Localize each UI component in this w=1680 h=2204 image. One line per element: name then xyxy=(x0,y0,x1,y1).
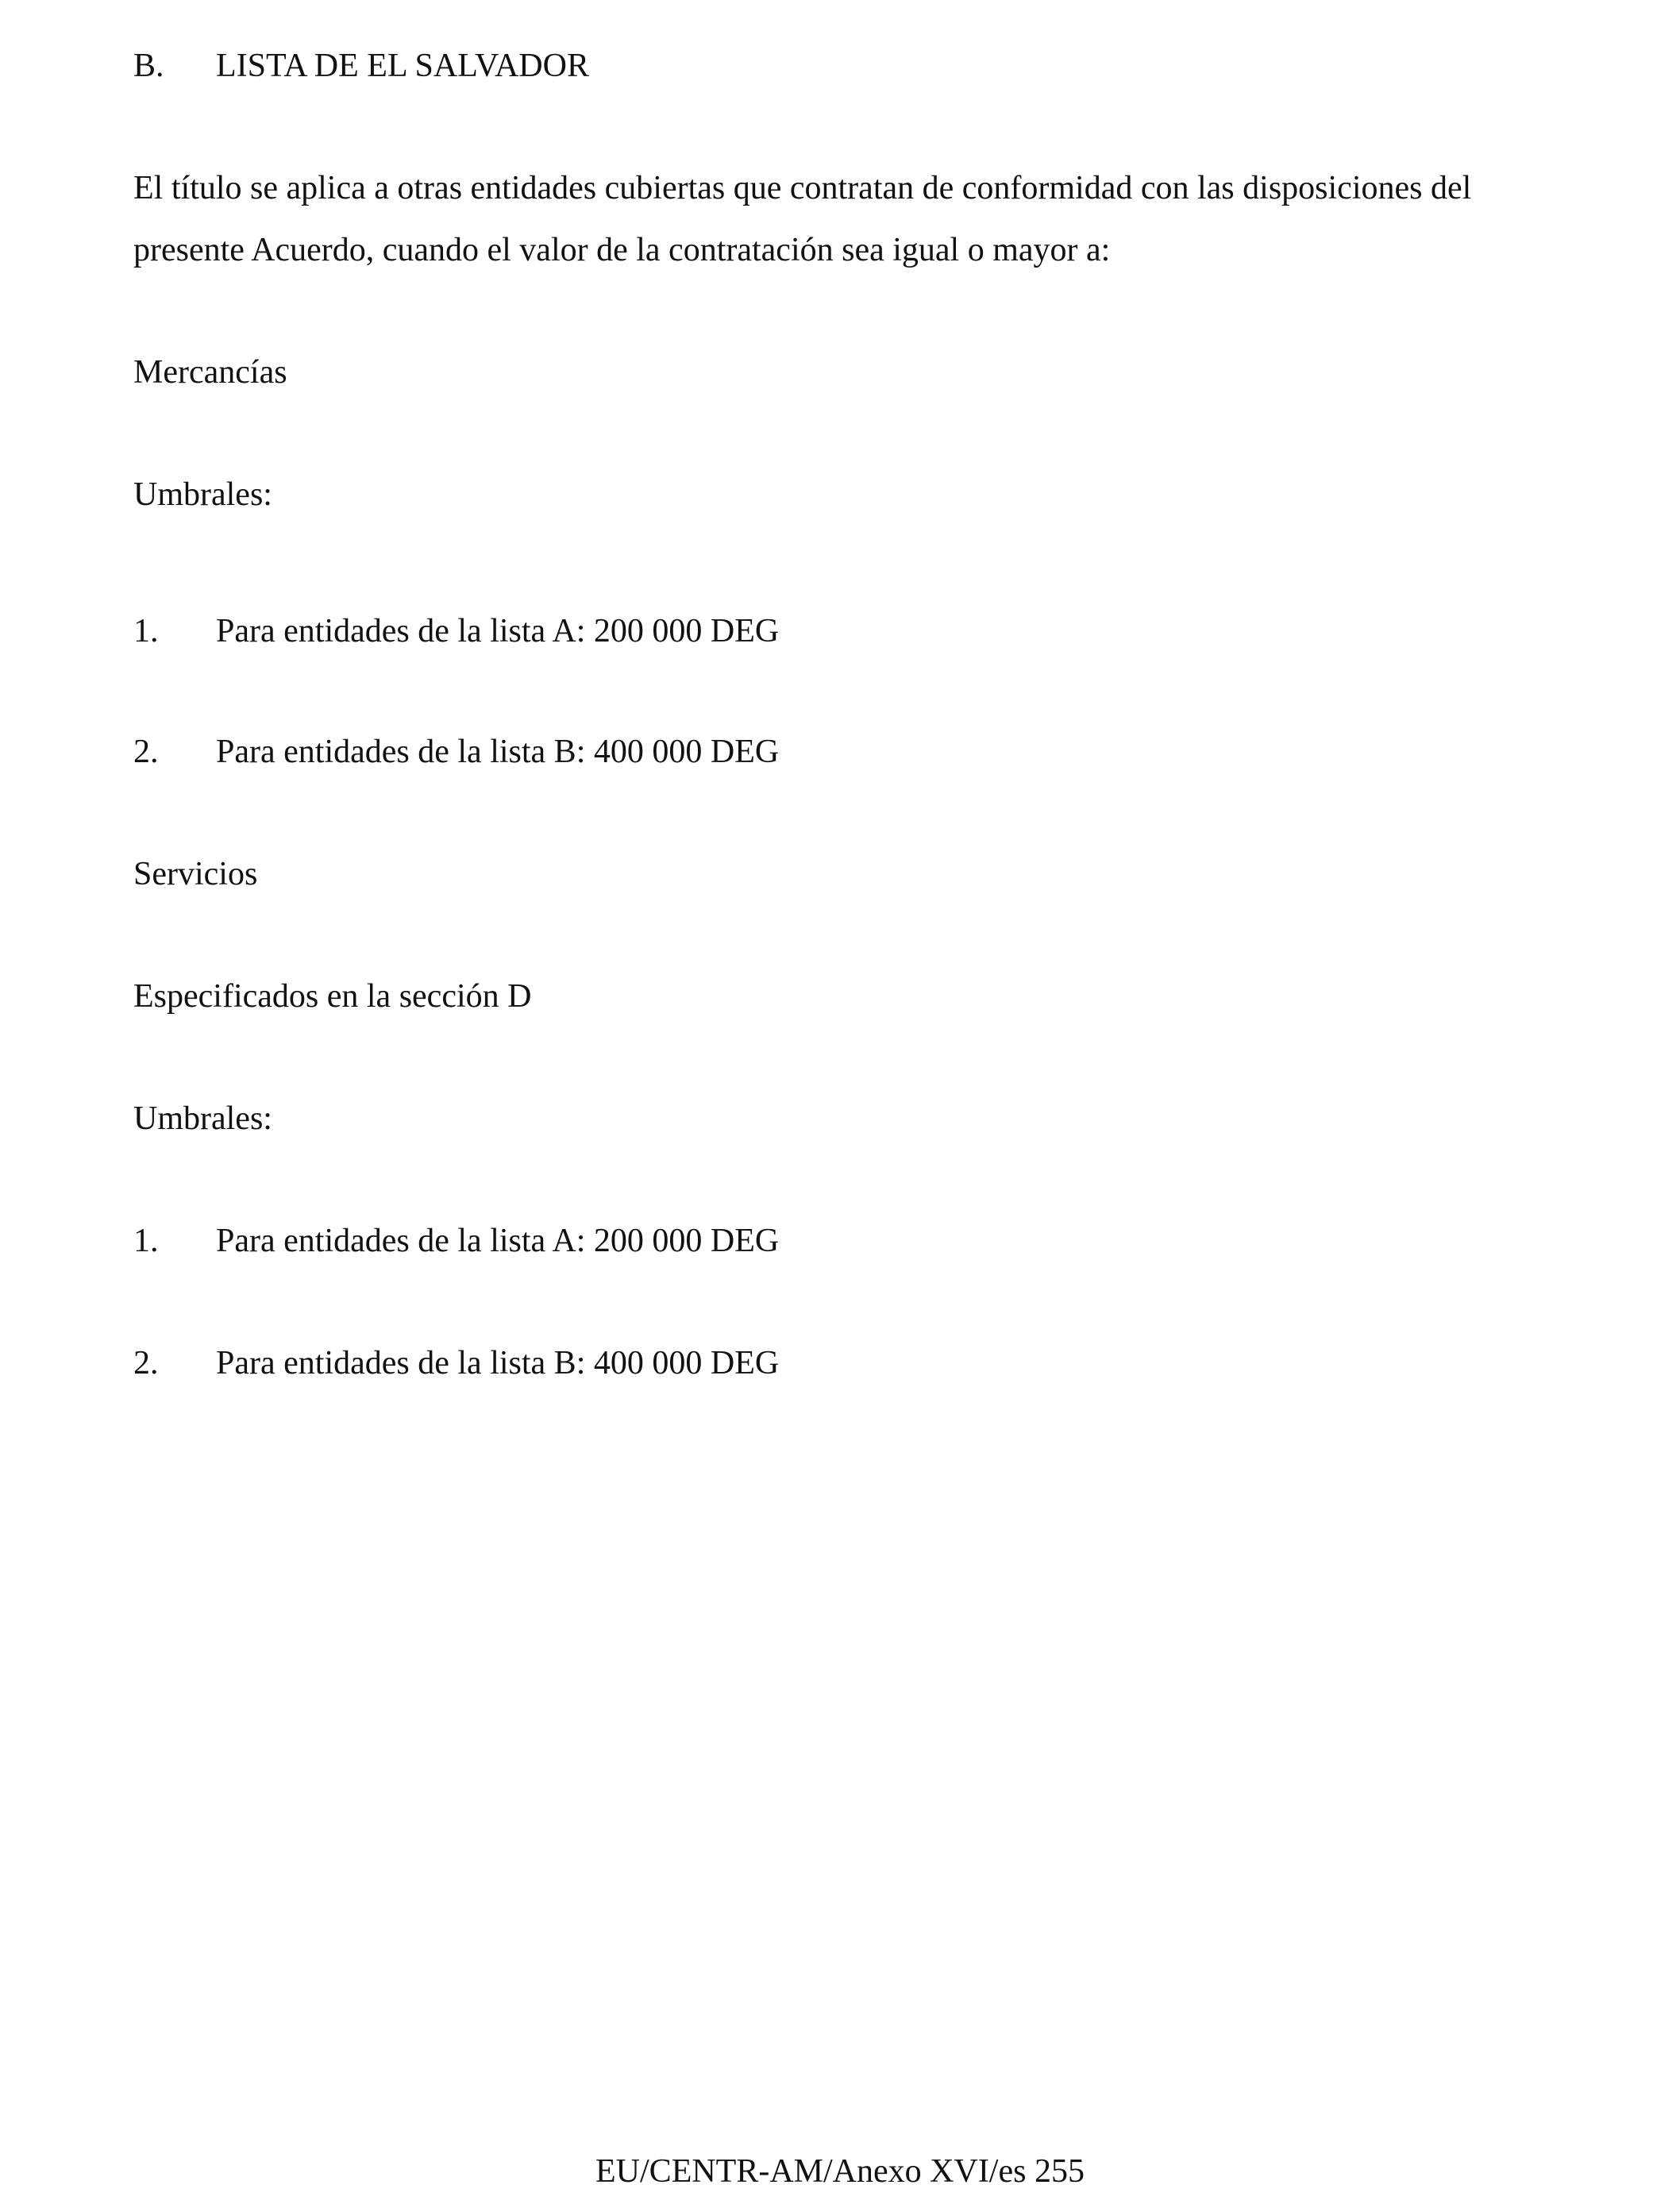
list-item xyxy=(133,732,779,772)
list-item-text: Para entidades de la lista A: 200 000 DEG xyxy=(216,613,780,649)
list-item-number: 2. xyxy=(133,1345,159,1381)
section-title: LISTA DE EL SALVADOR xyxy=(216,48,589,84)
page-footer: EU/CENTR-AM/Anexo XVI/es 255 xyxy=(595,2153,1085,2190)
list-item-number: 2. xyxy=(133,734,159,770)
list-item-number: 1. xyxy=(133,613,159,649)
list-item xyxy=(133,1343,779,1383)
list-item-text: Para entidades de la lista B: 400 000 DEG xyxy=(216,734,780,770)
services-heading: Servicios xyxy=(133,856,258,892)
intro-paragraph: El título se aplica a otras entidades cubiertas que contratan de conformidad con las disposiciones del presente Acuerdo, cuando el valor de la contratación sea igual o mayor a: xyxy=(133,170,1472,268)
services-thresholds-label: Umbrales: xyxy=(133,1100,272,1137)
list-item xyxy=(133,611,779,651)
section-number: B. xyxy=(133,48,164,84)
section-heading xyxy=(133,46,589,86)
goods-heading: Mercancías xyxy=(133,354,287,391)
list-item xyxy=(133,1221,779,1261)
list-item-number: 1. xyxy=(133,1223,159,1259)
list-item-text: Para entidades de la lista B: 400 000 DEG xyxy=(216,1345,780,1381)
services-specified: Especificados en la sección D xyxy=(133,978,532,1015)
list-item-text: Para entidades de la lista A: 200 000 DEG xyxy=(216,1223,780,1259)
goods-thresholds-label: Umbrales: xyxy=(133,476,272,513)
